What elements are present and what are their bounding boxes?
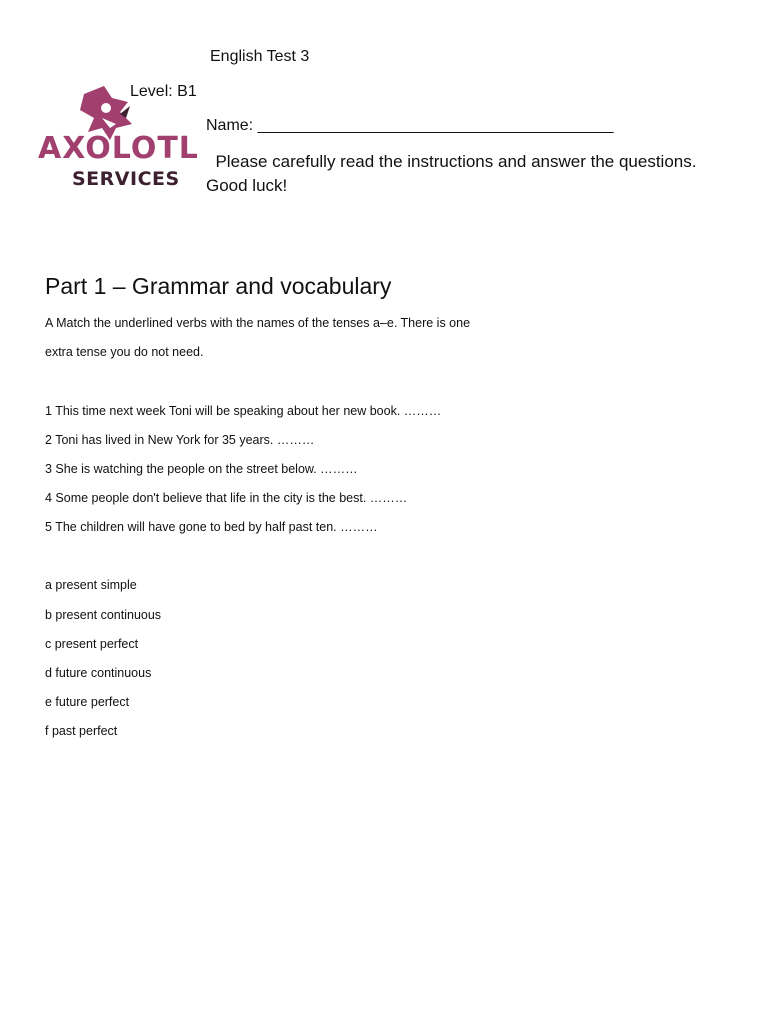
logo-subtitle: SERVICES — [72, 168, 180, 190]
name-field-line: Name: ________________________________________ — [206, 117, 614, 134]
tense-option: a present simple — [45, 578, 137, 592]
tense-option: e future perfect — [45, 695, 130, 709]
tense-option: b present continuous — [45, 608, 162, 622]
level-label: Level: B1 — [130, 83, 197, 100]
document-title: English Test 3 — [210, 48, 310, 65]
question-item: 3 She is watching the people on the street below. ……… — [45, 462, 358, 476]
tense-option: c present perfect — [45, 637, 139, 651]
exercise-instruction-line-1: A Match the underlined verbs with the names of the tenses a–e. There is one — [45, 316, 471, 330]
question-item: 5 The children will have gone to bed by half past ten. ……… — [45, 520, 378, 534]
tense-option: f past perfect — [45, 724, 118, 738]
exercise-instruction-line-2: extra tense you do not need. — [45, 345, 204, 359]
axolotl-services-logo — [36, 84, 208, 194]
logo-wordmark: AXOLOTL — [38, 131, 199, 166]
tense-option: d future continuous — [45, 666, 152, 680]
question-item: 1 This time next week Toni will be speaking about her new book. ……… — [45, 404, 442, 418]
question-item: 2 Toni has lived in New York for 35 years. ……… — [45, 433, 315, 447]
question-item: 4 Some people don't believe that life in the city is the best. ……… — [45, 491, 408, 505]
section-heading: Part 1 – Grammar and vocabulary — [45, 273, 392, 299]
instructions-text: Please carefully read the instructions and answer the questions. Good luck! — [206, 152, 697, 195]
test-instructions — [206, 150, 736, 198]
